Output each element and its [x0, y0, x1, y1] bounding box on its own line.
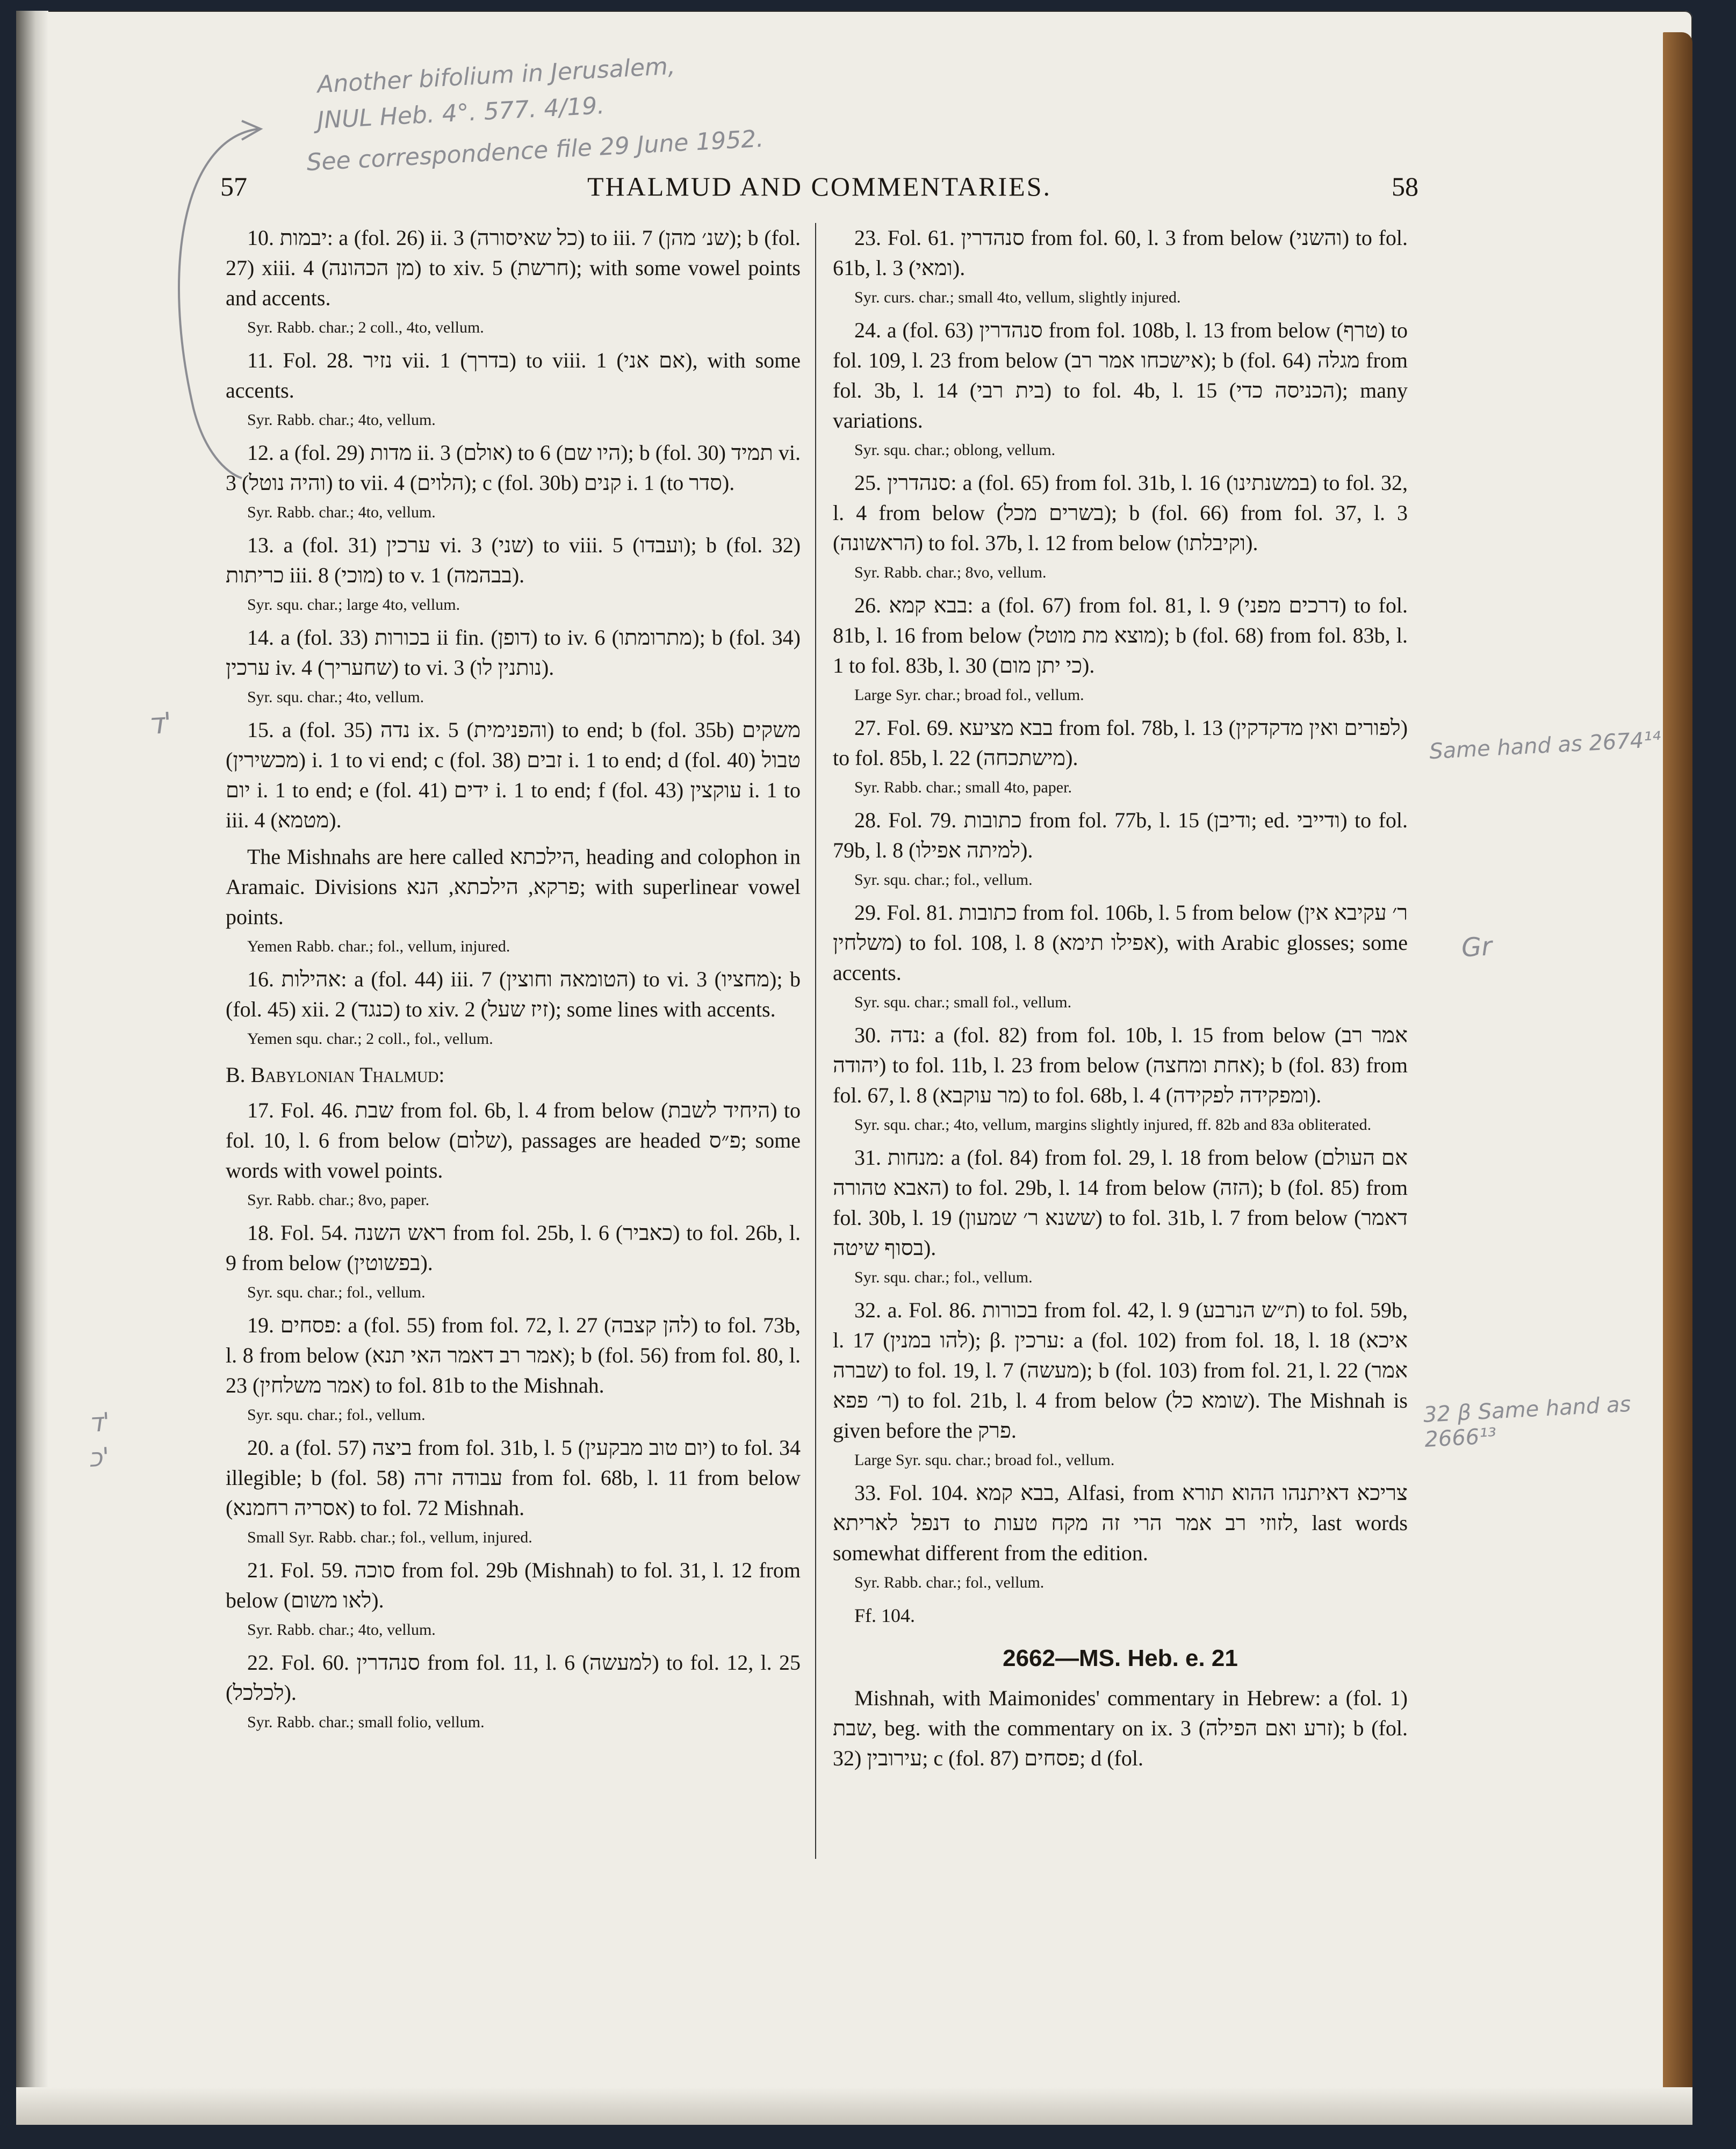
catalogue-entry [833, 590, 1408, 706]
entry-description: Syr. squ. char.; 4to, vellum. [247, 688, 424, 706]
entry-description: Syr. squ. char.; large 4to, vellum. [247, 596, 460, 614]
entry-text: 23. Fol. 61. סנהדרין from fol. 60, l. 3 from below (והשני) to fol. 61b, l. 3 (ומאי). [833, 226, 1408, 280]
entry-description: Syr. Rabb. char.; 8vo, vellum. [854, 564, 1047, 581]
entry-text: 19. פסחים: a (fol. 55) from fol. 72, l. 27 (להן קצבה) to fol. 73b, l. 8 from below (אמר רב דאמר האי תנא); b (fol. 56) from fol. 80, l. 23 (אמר משלחין) to fol. 81b to the Mishnah. [226, 1313, 801, 1397]
entry-description: Large Syr. char.; broad fol., vellum. [854, 686, 1084, 704]
book-page [16, 11, 1692, 2125]
entry-description: Syr. Rabb. char.; 4to, vellum. [247, 411, 436, 429]
entry-text: 12. a (fol. 29) מדות ii. 3 (אולם) to 6 (היו שם); b (fol. 30) תמיד vi. 3 (והיה נוטל) to vii. 4 (הלוים); c (fol. 30b) קנים i. 1 (to סדר). [226, 441, 801, 495]
catalogue-entry [833, 315, 1408, 461]
entry-text: 24. a (fol. 63) סנהדרין from fol. 108b, l. 13 from below (טרף) to fol. 109, l. 23 from below (אישכחו אמר רב); b (fol. 64) מגלה from fol. 3b, l. 14 (בית רבי) to fol. 4b, l. 15 (הכניסה כדי); many variations. [833, 318, 1408, 432]
binding-gutter [16, 11, 48, 2125]
margin-note-right-3: 32 β Same hand as 2666¹³ [1422, 1391, 1632, 1452]
entry-description: Syr. Rabb. char.; 4to, vellum. [247, 1621, 436, 1639]
catalogue-entry [226, 1555, 801, 1641]
catalogue-entry [226, 1218, 801, 1304]
catalogue-entry [833, 1478, 1408, 1594]
running-title: THALMUD AND COMMENTARIES. [587, 171, 1052, 201]
entry-description: Syr. Rabb. char.; 4to, vellum. [247, 503, 436, 521]
entry-text: 18. Fol. 54. ראש השנה from fol. 25b, l. 6 (כאביר) to fol. 26b, l. 9 from below (בפשוטין). [226, 1221, 801, 1275]
entry-description: Syr. squ. char.; fol., vellum. [247, 1283, 426, 1301]
entry-text: 28. Fol. 79. כתובות from fol. 77b, l. 15 (ודיבן; ed. ודייבי) to fol. 79b, l. 8 (למיתה אפילו). [833, 808, 1408, 862]
entry-description: Syr. curs. char.; small 4to, vellum, slightly injured. [854, 289, 1181, 306]
catalogue-entry [833, 1295, 1408, 1472]
section-heading: B. Babylonian Thalmud: [226, 1063, 445, 1087]
catalogue-entry [226, 623, 801, 709]
catalogue-entry [833, 713, 1408, 799]
catalogue-entry [833, 898, 1408, 1014]
entry-description: Syr. Rabb. char.; 8vo, paper. [247, 1191, 430, 1209]
entry-description: Large Syr. squ. char.; broad fol., vellum. [854, 1451, 1115, 1469]
entry-text: 31. מנחות: a (fol. 84) from fol. 29, l. 18 from below (אם העולם האבא טהורה) to fol. 29b, l. 14 from below (הזה); b (fol. 85) from fol. 30b, l. 19 (ששנא ר׳ שמעון) to fol. 31b, l. 7 from below (דאמר בסוף שיטה). [833, 1145, 1408, 1260]
entry-text: The Mishnahs are here called הילכתא, heading and colophon in Aramaic. Divisions פרקא, הילכתא, הנא; with superlinear vowel points. [226, 845, 801, 929]
entry-description: Small Syr. Rabb. char.; fol., vellum, injured. [247, 1528, 532, 1546]
entry-description: Yemen Rabb. char.; fol., vellum, injured. [247, 938, 510, 955]
entry-text: 27. Fol. 69. בבא מציעא from fol. 78b, l. 13 (לפורים ואין מדקדקין) to fol. 85b, l. 22 (מישתכחה). [833, 716, 1408, 770]
catalogue-entry [833, 1143, 1408, 1289]
catalogue-entry [226, 715, 801, 835]
entry-description: Syr. squ. char.; oblong, vellum. [854, 441, 1056, 459]
entry-description: Yemen squ. char.; 2 coll., fol., vellum. [247, 1030, 493, 1048]
entry-text: Mishnah, with Maimonides' commentary in Hebrew: a (fol. 1) שבת, beg. with the commentary on ix. 3 (זרע ואם הפילה); b (fol. 32) עירובין; c (fol. 87) פסחים; d (fol. [833, 1686, 1408, 1770]
entry-text: 16. אהילות: a (fol. 44) iii. 7 (הטומאה וחוצין) to vi. 3 (מחציו); b (fol. 45) xii. 2 (כנגד) to xiv. 2 (זיז שעל); some lines with accents. [226, 967, 801, 1021]
entry-text: 14. a (fol. 33) בכורות ii fin. (דופן) to iv. 6 (מתרומתו); b (fol. 34) ערכין iv. 4 (שחעריך) to vi. 3 (נותנין לו). [226, 625, 801, 680]
entry-text: 29. Fol. 81. כתובות from fol. 106b, l. 5 from below (ר׳ עקיבא אין משלחין) to fol. 108, l. 8 (אפילו תימא), with Arabic glosses; some accents. [833, 900, 1408, 985]
entry-text: 20. a (fol. 57) ביצה from fol. 31b, l. 5 (יום טוב מבקעין) to fol. 34 illegible; b (fol. 58) עבודה זרה from fol. 68b, l. 11 from below (אסריה רחמנא) to fol. 72 Mishnah. [226, 1436, 801, 1520]
entry-text: 32. a. Fol. 86. בכורות from fol. 42, l. 9 (ת״ש הנרבע) to fol. 59b, l. 17 (להו במנין); β. ערכין: a (fol. 102) from fol. 18, l. 18 (איכא שברה) to fol. 19, l. 7 (מעשה); b (fol. 103) from fol. 21, l. 22 (אמר ר׳ פפא) to fol. 21b, l. 4 from below (שומא כל). The Mishnah is given before the פרק. [833, 1298, 1408, 1443]
right-column [833, 223, 1408, 1780]
catalogue-entry [226, 842, 801, 958]
catalogue-entry [226, 1433, 801, 1549]
margin-mark-left-3: כ' [88, 1442, 111, 1473]
catalogue-entry [226, 1648, 801, 1734]
entry-description: Syr. squ. char.; fol., vellum. [854, 1268, 1033, 1286]
entry-description: Syr. squ. char.; fol., vellum. [247, 1406, 426, 1424]
pencil-note-line1: Another bifolium in Jerusalem, [316, 52, 676, 99]
catalogue-entry [226, 1310, 801, 1426]
entry-description: Syr. Rabb. char.; 2 coll., 4to, vellum. [247, 319, 484, 336]
entry-text: 17. Fol. 46. שבת from fol. 6b, l. 4 from below (היחיד לשבת) to fol. 10, l. 6 from below (שלום), passages are headed פ״ס; some words with vowel points. [226, 1098, 801, 1182]
entry-description: Syr. squ. char.; small fol., vellum. [854, 993, 1072, 1011]
catalogue-entry [226, 1095, 801, 1211]
entry-text: 22. Fol. 60. סנהדרין from fol. 11, l. 6 (למעשה) to fol. 12, l. 25 (לכלכל). [226, 1650, 801, 1705]
manuscript-heading: 2662—MS. Heb. e. 21 [1003, 1645, 1238, 1671]
entry-description: Syr. squ. char.; 4to, vellum, margins slightly injured, ff. 82b and 83a obliterated. [854, 1116, 1372, 1134]
catalogue-entry [226, 345, 801, 431]
entry-text: 33. Fol. 104. בבא קמא, Alfasi, from צריכא דאיתנהו ההוא תורא דנפל לאריתא to לזוזי רב אמר הרי זה מקח טעות, last words somewhat different from the edition. [833, 1481, 1408, 1565]
catalogue-entry [833, 468, 1408, 584]
catalogue-entry [833, 223, 1408, 309]
entry-text: 25. סנהדרין: a (fol. 65) from fol. 31b, l. 16 (במשנתינו) to fol. 32, l. 4 from below (בשרים מכל); b (fol. 66) from fol. 37, l. 3 (הראשונה) to fol. 37b, l. 12 from below (וקיבלתו). [833, 471, 1408, 555]
left-column [226, 223, 801, 1740]
margin-note-right-1: Same hand as 2674¹⁴ [1429, 727, 1662, 765]
column-divider [815, 223, 816, 1859]
entry-text: 13. a (fol. 31) ערכין vi. 3 (שני) to viii. 5 (ועבדו); b (fol. 32) כריתות iii. 8 (מוכי) to v. 1 (בבהמה). [226, 533, 801, 587]
catalogue-entry [226, 438, 801, 524]
entry-text: 30. נדה: a (fol. 82) from fol. 10b, l. 15 from below (אמר רב יהודה) to fol. 11b, l. 23 from below (אחת ומחצה); b (fol. 83) from fol. 67, l. 8 (מר עוקבא) to fol. 68b, l. 4 (ומפקידה לפקידה). [833, 1023, 1408, 1107]
folio-count: Ff. 104. [854, 1605, 916, 1626]
entry-text: 15. a (fol. 35) נדה ix. 5 (והפנימית) to end; b (fol. 35b) משקים (מכשירין) i. 1 to vi end; c (fol. 38) זבים i. 1 to end; d (fol. 40) טבול יום i. 1 to end; e (fol. 41) ידים i. 1 to end; f (fol. 43) עוקצין i. 1 to iii. 4 (מטמא). [226, 718, 801, 832]
entry-text: 10. יבמות: a (fol. 26) ii. 3 (כל שאיסורה) to iii. 7 (שנ׳ מהן); b (fol. 27) xiii. 4 (מן הכהונה) to xiv. 5 (חרשת); with some vowel points and accents. [226, 226, 801, 310]
catalogue-entry [833, 1683, 1408, 1773]
pencil-note-line2: JNUL Heb. 4°. 577. 4/19. [316, 92, 606, 134]
page-header [220, 171, 1418, 214]
entry-text: 21. Fol. 59. סוכה from fol. 29b (Mishnah) to fol. 31, l. 12 from below (לאו משום). [226, 1558, 801, 1612]
entry-description: Syr. Rabb. char.; small 4to, paper. [854, 778, 1072, 796]
margin-mark-left-2: ד' [88, 1407, 111, 1438]
catalogue-entry [833, 1020, 1408, 1136]
catalogue-entry [226, 223, 801, 339]
catalogue-entry [226, 530, 801, 616]
book-spine [1663, 32, 1692, 2117]
page-bottom-edge [16, 2087, 1692, 2125]
catalogue-entry [833, 805, 1408, 891]
margin-note-right-2: Gr [1460, 931, 1493, 963]
entry-description: Syr. Rabb. char.; small folio, vellum. [247, 1713, 485, 1731]
margin-mark-left-1: ד' [147, 705, 172, 741]
entry-text: 11. Fol. 28. נזיר vii. 1 (בדרך) to viii. 1 (אם אני), with some accents. [226, 348, 801, 402]
page-number-left: 57 [220, 171, 247, 201]
entry-description: Syr. squ. char.; fol., vellum. [854, 871, 1033, 889]
page-number-right: 58 [1392, 171, 1418, 201]
entry-description: Syr. Rabb. char.; fol., vellum. [854, 1574, 1045, 1591]
entry-text: 26. בבא קמא: a (fol. 67) from fol. 81, l. 9 (דרכים מפני) to fol. 81b, l. 16 from below (מוצא מת מוטל); b (fol. 68) from fol. 83b, l. 1 to fol. 83b, l. 30 (כי יתן מום). [833, 593, 1408, 677]
catalogue-entry [226, 964, 801, 1050]
pencil-note-line3: See correspondence file 29 June 1952. [306, 125, 765, 177]
